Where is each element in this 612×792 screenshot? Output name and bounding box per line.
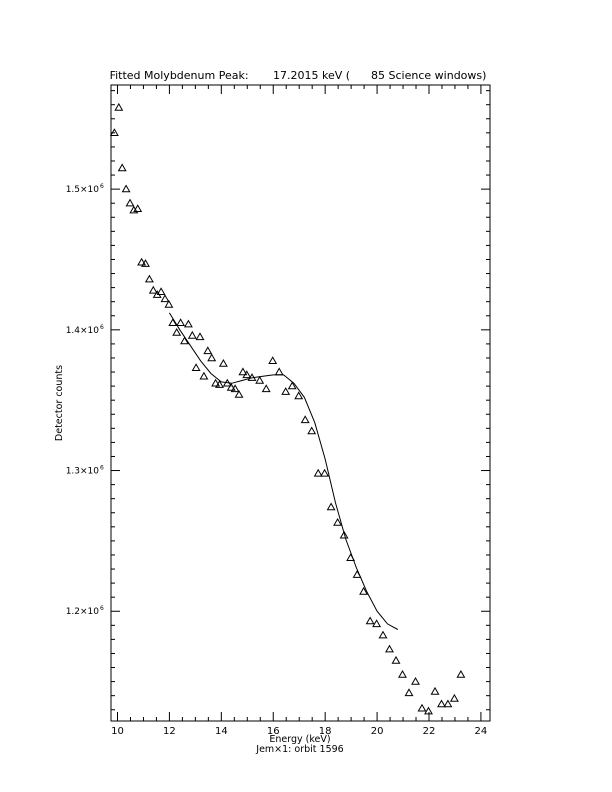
data-point [418, 705, 425, 711]
data-point [392, 657, 399, 663]
x-tick-label: 12 [163, 726, 176, 737]
data-point [146, 276, 153, 282]
data-point [150, 287, 157, 293]
x-axis-label: Energy (keV) [269, 734, 331, 745]
y-axis-label: Detector counts [54, 364, 65, 442]
x-tick-label: 24 [474, 726, 488, 737]
fit-curve [169, 313, 397, 630]
data-point [438, 701, 445, 707]
data-point [208, 354, 215, 360]
data-point [347, 554, 354, 560]
data-point [189, 332, 196, 338]
chart-title: Fitted Molybdenum Peak: 17.2015 keV ( 85 Science windows) [109, 69, 487, 82]
data-point [200, 373, 207, 379]
axis-ticks [111, 85, 490, 721]
data-point [457, 671, 464, 677]
data-point [321, 470, 328, 476]
data-point [405, 689, 412, 695]
footer-label: Jem×1: orbit 1596 [256, 744, 344, 755]
data-point [451, 695, 458, 701]
data-point [431, 688, 438, 694]
y-tick-labels [66, 183, 104, 617]
data-point [193, 364, 200, 370]
data-point [412, 678, 419, 684]
data-point [308, 428, 315, 434]
data-point [158, 288, 165, 294]
data-point [204, 347, 211, 353]
data-point [123, 186, 130, 192]
x-tick-label: 20 [370, 726, 384, 737]
y-tick-label: 1.4×106 [65, 323, 104, 336]
data-point [269, 357, 276, 363]
data-point [373, 620, 380, 626]
data-point [196, 333, 203, 339]
data-point [115, 104, 122, 110]
data-point [276, 368, 283, 374]
data-point [302, 416, 309, 422]
x-tick-label: 10 [111, 726, 124, 737]
x-tick-label: 14 [214, 726, 228, 737]
data-point [328, 504, 335, 510]
data-point [173, 329, 180, 335]
data-point [367, 618, 374, 624]
y-tick-label: 1.2×106 [65, 605, 104, 618]
data-point [263, 385, 270, 391]
y-tick-label: 1.3×106 [65, 464, 104, 477]
x-tick-label: 16 [266, 726, 280, 737]
fit-line [169, 313, 397, 630]
data-point [256, 377, 263, 383]
data-markers [111, 104, 465, 714]
data-point [379, 632, 386, 638]
y-tick-label: 1.5×106 [65, 183, 104, 196]
x-tick-label: 22 [422, 726, 436, 737]
data-point [161, 295, 168, 301]
data-point [386, 646, 393, 652]
data-point [177, 319, 184, 325]
data-point [315, 470, 322, 476]
data-point [185, 321, 192, 327]
plot-frame [111, 85, 490, 721]
data-point [399, 671, 406, 677]
data-point [119, 164, 126, 170]
data-point [220, 360, 227, 366]
data-point [126, 200, 133, 206]
x-tick-label: 18 [318, 726, 332, 737]
